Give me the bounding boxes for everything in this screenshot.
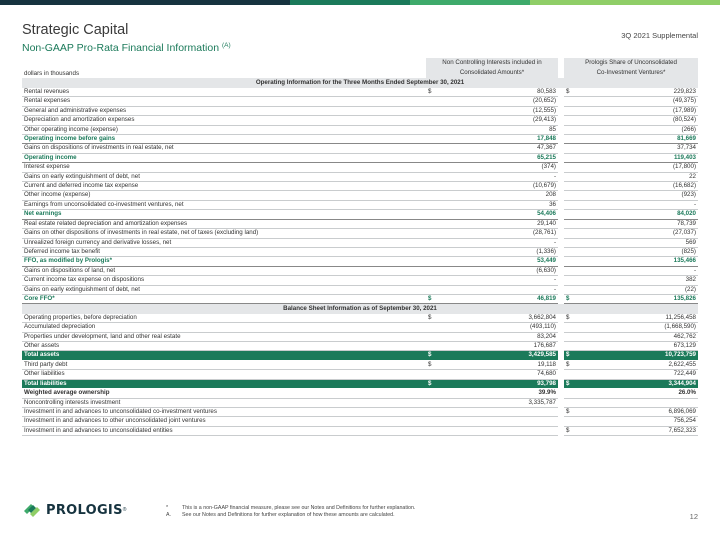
prologis-share-value: 81,669 bbox=[586, 135, 698, 144]
prologis-share-value: (22) bbox=[586, 285, 698, 294]
currency-symbol bbox=[426, 417, 448, 426]
units-label: dollars in thousands bbox=[24, 69, 80, 77]
table-row bbox=[22, 97, 698, 106]
row-label: Operating income bbox=[22, 153, 426, 162]
currency-symbol bbox=[426, 238, 448, 247]
color-bar-segment bbox=[410, 0, 530, 5]
top-color-bar bbox=[0, 0, 720, 5]
row-label: Deferred income tax benefit bbox=[22, 247, 426, 256]
table-row bbox=[22, 219, 698, 228]
noncontrolling-value bbox=[448, 426, 558, 435]
currency-symbol bbox=[426, 97, 448, 106]
financial-table-container bbox=[22, 58, 698, 436]
table-row bbox=[22, 257, 698, 266]
table-row bbox=[22, 314, 698, 323]
noncontrolling-value: 93,798 bbox=[448, 379, 558, 388]
column-header-row bbox=[22, 58, 698, 68]
noncontrolling-value: 3,335,787 bbox=[448, 398, 558, 407]
prologis-share-value: 462,762 bbox=[586, 332, 698, 341]
footnotes bbox=[166, 505, 415, 520]
noncontrolling-value: 39.9% bbox=[448, 389, 558, 398]
table-row bbox=[22, 276, 698, 285]
currency-symbol: $ bbox=[426, 360, 448, 369]
prologis-share-value: 673,129 bbox=[586, 342, 698, 351]
col1-header-line2: Consolidated Amounts* bbox=[426, 68, 558, 78]
currency-symbol bbox=[564, 342, 586, 351]
page-subtitle bbox=[22, 42, 231, 54]
prologis-share-value: 119,403 bbox=[586, 153, 698, 162]
noncontrolling-value bbox=[448, 407, 558, 416]
table-row bbox=[22, 323, 698, 332]
color-bar-segment bbox=[290, 0, 410, 5]
noncontrolling-value: (6,630) bbox=[448, 266, 558, 275]
row-label: Total assets bbox=[22, 351, 426, 360]
noncontrolling-value: 47,367 bbox=[448, 144, 558, 153]
section-header-row bbox=[22, 304, 698, 314]
prologis-share-value: 11,256,458 bbox=[586, 314, 698, 323]
prologis-share-value: 756,254 bbox=[586, 417, 698, 426]
table-row bbox=[22, 116, 698, 125]
currency-symbol bbox=[564, 135, 586, 144]
table-row bbox=[22, 182, 698, 191]
prologis-share-value: - bbox=[586, 266, 698, 275]
row-label: Other income (expense) bbox=[22, 191, 426, 200]
row-label: Other assets bbox=[22, 342, 426, 351]
color-bar-segment bbox=[0, 0, 290, 5]
subtitle-text: Non-GAAP Pro-Rata Financial Information bbox=[22, 42, 220, 54]
noncontrolling-value: 74,680 bbox=[448, 370, 558, 379]
currency-symbol bbox=[564, 191, 586, 200]
prologis-share-value: 22 bbox=[586, 172, 698, 181]
row-label: Current and deferred income tax expense bbox=[22, 182, 426, 191]
noncontrolling-value: 36 bbox=[448, 200, 558, 209]
footnote bbox=[166, 505, 415, 512]
currency-symbol bbox=[564, 116, 586, 125]
table-row bbox=[22, 379, 698, 388]
currency-symbol: $ bbox=[564, 360, 586, 369]
currency-symbol: $ bbox=[564, 88, 586, 97]
row-label: Gains on early extinguishment of debt, net bbox=[22, 172, 426, 181]
row-label: Operating income before gains bbox=[22, 135, 426, 144]
currency-symbol bbox=[564, 398, 586, 407]
row-label: Investment in and advances to unconsolidated entities bbox=[22, 426, 426, 435]
currency-symbol: $ bbox=[426, 351, 448, 360]
row-label: Investment in and advances to other unconsolidated joint ventures bbox=[22, 417, 426, 426]
currency-symbol bbox=[564, 182, 586, 191]
currency-symbol bbox=[564, 163, 586, 172]
table-row bbox=[22, 191, 698, 200]
currency-symbol bbox=[426, 285, 448, 294]
noncontrolling-value: (29,413) bbox=[448, 116, 558, 125]
currency-symbol bbox=[426, 370, 448, 379]
prologis-share-value: (825) bbox=[586, 247, 698, 256]
table-row bbox=[22, 417, 698, 426]
prologis-share-value: (923) bbox=[586, 191, 698, 200]
currency-symbol bbox=[426, 247, 448, 256]
row-label: Interest expense bbox=[22, 163, 426, 172]
prologis-share-value: 7,652,323 bbox=[586, 426, 698, 435]
currency-symbol bbox=[426, 257, 448, 266]
row-label: Investment in and advances to unconsolidated co-investment ventures bbox=[22, 407, 426, 416]
currency-symbol: $ bbox=[426, 294, 448, 303]
table-row bbox=[22, 360, 698, 369]
subtitle-note: (A) bbox=[221, 42, 231, 49]
noncontrolling-value: 3,429,585 bbox=[448, 351, 558, 360]
row-label: Accumulated depreciation bbox=[22, 323, 426, 332]
table-row bbox=[22, 266, 698, 275]
row-label: Core FFO* bbox=[22, 294, 426, 303]
financial-table bbox=[22, 58, 698, 436]
prologis-share-value: (1,668,590) bbox=[586, 323, 698, 332]
prologis-share-value: 37,734 bbox=[586, 144, 698, 153]
table-row bbox=[22, 294, 698, 303]
currency-symbol bbox=[564, 257, 586, 266]
currency-symbol bbox=[426, 135, 448, 144]
currency-symbol bbox=[426, 407, 448, 416]
currency-symbol bbox=[564, 247, 586, 256]
table-row bbox=[22, 285, 698, 294]
currency-symbol: $ bbox=[564, 314, 586, 323]
currency-symbol bbox=[564, 229, 586, 238]
page-number: 12 bbox=[689, 512, 698, 521]
table-row bbox=[22, 135, 698, 144]
currency-symbol bbox=[564, 172, 586, 181]
row-label: Depreciation and amortization expenses bbox=[22, 116, 426, 125]
currency-symbol bbox=[564, 370, 586, 379]
prologis-share-value: - bbox=[586, 200, 698, 209]
balance-section-title: Balance Sheet Information as of September 30, 2021 bbox=[22, 304, 698, 314]
noncontrolling-value: 3,662,804 bbox=[448, 314, 558, 323]
currency-symbol bbox=[426, 342, 448, 351]
currency-symbol bbox=[426, 389, 448, 398]
prologis-share-value: (16,682) bbox=[586, 182, 698, 191]
row-label: Operating properties, before depreciation bbox=[22, 314, 426, 323]
prologis-logo-icon bbox=[22, 502, 42, 518]
noncontrolling-value: - bbox=[448, 238, 558, 247]
color-bar-segment bbox=[530, 0, 720, 5]
currency-symbol bbox=[564, 417, 586, 426]
currency-symbol bbox=[426, 219, 448, 228]
noncontrolling-value: 19,118 bbox=[448, 360, 558, 369]
table-row bbox=[22, 210, 698, 219]
table-row bbox=[22, 426, 698, 435]
currency-symbol bbox=[426, 266, 448, 275]
currency-symbol bbox=[564, 323, 586, 332]
currency-symbol bbox=[564, 125, 586, 134]
row-label: Third party debt bbox=[22, 360, 426, 369]
currency-symbol: $ bbox=[426, 314, 448, 323]
currency-symbol bbox=[426, 106, 448, 115]
prologis-share-value: 84,020 bbox=[586, 210, 698, 219]
table-row bbox=[22, 247, 698, 256]
row-label: Current income tax expense on dispositions bbox=[22, 276, 426, 285]
table-row bbox=[22, 144, 698, 153]
currency-symbol bbox=[426, 172, 448, 181]
table-row bbox=[22, 200, 698, 209]
table-row bbox=[22, 407, 698, 416]
currency-symbol: $ bbox=[564, 379, 586, 388]
currency-symbol bbox=[426, 163, 448, 172]
col2-header-line2: Co-Investment Ventures* bbox=[564, 68, 698, 78]
currency-symbol bbox=[426, 276, 448, 285]
prologis-share-value: (80,524) bbox=[586, 116, 698, 125]
row-label: Noncontrolling interests investment bbox=[22, 398, 426, 407]
noncontrolling-value: 83,204 bbox=[448, 332, 558, 341]
table-row bbox=[22, 88, 698, 97]
currency-symbol: $ bbox=[564, 294, 586, 303]
currency-symbol bbox=[426, 116, 448, 125]
table-row bbox=[22, 389, 698, 398]
table-row bbox=[22, 332, 698, 341]
row-label: Weighted average ownership bbox=[22, 389, 426, 398]
noncontrolling-value: - bbox=[448, 276, 558, 285]
currency-symbol bbox=[426, 125, 448, 134]
noncontrolling-value: (12,555) bbox=[448, 106, 558, 115]
row-label: Gains on other dispositions of investments in real estate, net of taxes (excluding land) bbox=[22, 229, 426, 238]
noncontrolling-value: 54,406 bbox=[448, 210, 558, 219]
currency-symbol bbox=[426, 200, 448, 209]
currency-symbol bbox=[564, 332, 586, 341]
supplemental-label: 3Q 2021 Supplemental bbox=[621, 31, 698, 40]
noncontrolling-value: 208 bbox=[448, 191, 558, 200]
currency-symbol bbox=[564, 210, 586, 219]
currency-symbol bbox=[564, 238, 586, 247]
footnote-text: This is a non-GAAP financial measure, please see our Notes and Definitions for further explanation. bbox=[182, 505, 416, 511]
noncontrolling-value: (10,679) bbox=[448, 182, 558, 191]
noncontrolling-value: (1,336) bbox=[448, 247, 558, 256]
prologis-share-value bbox=[586, 398, 698, 407]
currency-symbol bbox=[426, 144, 448, 153]
row-label: Other operating income (expense) bbox=[22, 125, 426, 134]
noncontrolling-value: (374) bbox=[448, 163, 558, 172]
noncontrolling-value: 80,583 bbox=[448, 88, 558, 97]
prologis-share-value: (17,989) bbox=[586, 106, 698, 115]
currency-symbol bbox=[564, 285, 586, 294]
section-header-row bbox=[22, 78, 698, 88]
noncontrolling-value bbox=[448, 417, 558, 426]
prologis-share-value: 10,723,759 bbox=[586, 351, 698, 360]
prologis-share-value: 26.0% bbox=[586, 389, 698, 398]
page-title: Strategic Capital bbox=[22, 22, 129, 38]
currency-symbol bbox=[426, 398, 448, 407]
prologis-logo bbox=[22, 502, 126, 518]
prologis-share-value: 6,896,069 bbox=[586, 407, 698, 416]
row-label: Rental revenues bbox=[22, 88, 426, 97]
noncontrolling-value: 29,140 bbox=[448, 219, 558, 228]
currency-symbol bbox=[426, 323, 448, 332]
col1-header-line1: Non Controlling Interests included in bbox=[426, 58, 558, 68]
currency-symbol bbox=[564, 97, 586, 106]
prologis-share-value: 78,739 bbox=[586, 219, 698, 228]
row-label: Properties under development, land and other real estate bbox=[22, 332, 426, 341]
currency-symbol bbox=[426, 191, 448, 200]
footnote bbox=[166, 512, 415, 519]
operating-section-title: Operating Information for the Three Months Ended September 30, 2021 bbox=[22, 78, 698, 88]
table-row bbox=[22, 351, 698, 360]
table-row bbox=[22, 238, 698, 247]
currency-symbol bbox=[426, 332, 448, 341]
currency-symbol bbox=[564, 266, 586, 275]
noncontrolling-value: 176,687 bbox=[448, 342, 558, 351]
table-row bbox=[22, 172, 698, 181]
currency-symbol bbox=[564, 106, 586, 115]
currency-symbol bbox=[564, 144, 586, 153]
table-row bbox=[22, 163, 698, 172]
table-row bbox=[22, 125, 698, 134]
table-row bbox=[22, 153, 698, 162]
noncontrolling-value: 46,819 bbox=[448, 294, 558, 303]
row-label: Unrealized foreign currency and derivative losses, net bbox=[22, 238, 426, 247]
currency-symbol bbox=[426, 153, 448, 162]
row-label: Gains on early extinguishment of debt, net bbox=[22, 285, 426, 294]
row-label: Rental expenses bbox=[22, 97, 426, 106]
table-row bbox=[22, 229, 698, 238]
currency-symbol bbox=[564, 276, 586, 285]
table-row bbox=[22, 342, 698, 351]
noncontrolling-value: - bbox=[448, 172, 558, 181]
col2-header-line1: Prologis Share of Unconsolidated bbox=[564, 58, 698, 68]
prologis-share-value: (17,800) bbox=[586, 163, 698, 172]
currency-symbol bbox=[564, 153, 586, 162]
currency-symbol bbox=[426, 426, 448, 435]
row-label: Total liabilities bbox=[22, 379, 426, 388]
prologis-share-value: 382 bbox=[586, 276, 698, 285]
currency-symbol bbox=[564, 200, 586, 209]
row-label: Net earnings bbox=[22, 210, 426, 219]
currency-symbol bbox=[426, 182, 448, 191]
noncontrolling-value: (493,110) bbox=[448, 323, 558, 332]
prologis-share-value: 3,344,904 bbox=[586, 379, 698, 388]
prologis-share-value: 229,823 bbox=[586, 88, 698, 97]
currency-symbol bbox=[564, 219, 586, 228]
prologis-share-value: 135,466 bbox=[586, 257, 698, 266]
prologis-share-value: (266) bbox=[586, 125, 698, 134]
footnote-text: See our Notes and Definitions for further explanation of how these amounts are calculated. bbox=[182, 512, 395, 519]
noncontrolling-value: 17,848 bbox=[448, 135, 558, 144]
footnote-mark: * bbox=[166, 505, 169, 511]
row-label: Earnings from unconsolidated co-investment ventures, net bbox=[22, 200, 426, 209]
table-row bbox=[22, 370, 698, 379]
currency-symbol: $ bbox=[426, 88, 448, 97]
prologis-share-value: (49,375) bbox=[586, 97, 698, 106]
noncontrolling-value: (20,652) bbox=[448, 97, 558, 106]
currency-symbol: $ bbox=[426, 379, 448, 388]
logo-trademark: ® bbox=[122, 507, 127, 513]
currency-symbol: $ bbox=[564, 426, 586, 435]
currency-symbol bbox=[426, 210, 448, 219]
logo-text: PROLOGIS bbox=[46, 502, 123, 518]
footnote-mark: A. bbox=[166, 512, 172, 519]
currency-symbol bbox=[564, 389, 586, 398]
row-label: FFO, as modified by Prologis* bbox=[22, 257, 426, 266]
noncontrolling-value: 65,215 bbox=[448, 153, 558, 162]
prologis-share-value: 569 bbox=[586, 238, 698, 247]
noncontrolling-value: 85 bbox=[448, 125, 558, 134]
row-label: Gains on dispositions of land, net bbox=[22, 266, 426, 275]
currency-symbol bbox=[426, 229, 448, 238]
row-label: Other liabilities bbox=[22, 370, 426, 379]
table-row bbox=[22, 106, 698, 115]
currency-symbol: $ bbox=[564, 351, 586, 360]
currency-symbol: $ bbox=[564, 407, 586, 416]
noncontrolling-value: (28,761) bbox=[448, 229, 558, 238]
prologis-share-value: 722,449 bbox=[586, 370, 698, 379]
noncontrolling-value: 53,449 bbox=[448, 257, 558, 266]
table-row bbox=[22, 398, 698, 407]
noncontrolling-value: - bbox=[448, 285, 558, 294]
prologis-share-value: 2,622,455 bbox=[586, 360, 698, 369]
row-label: Real estate related depreciation and amortization expenses bbox=[22, 219, 426, 228]
prologis-share-value: (27,037) bbox=[586, 229, 698, 238]
row-label: General and administrative expenses bbox=[22, 106, 426, 115]
prologis-share-value: 135,826 bbox=[586, 294, 698, 303]
row-label: Gains on dispositions of investments in real estate, net bbox=[22, 144, 426, 153]
